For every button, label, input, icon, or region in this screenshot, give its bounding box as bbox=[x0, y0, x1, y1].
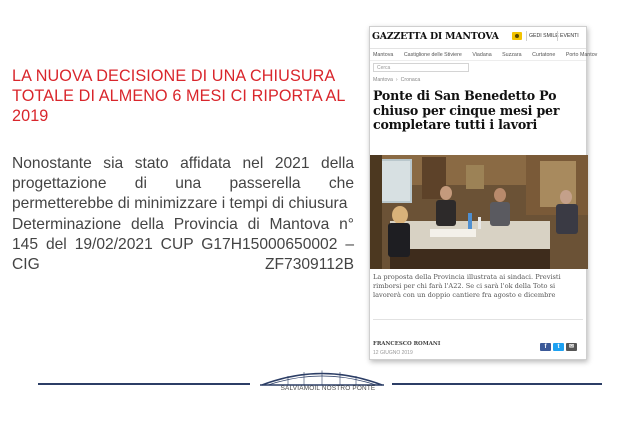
nav-item-viadana[interactable]: Viadana bbox=[472, 52, 492, 58]
breadcrumb-cronaca[interactable]: Cronaca bbox=[400, 77, 421, 83]
article-headline[interactable]: Ponte di San Benedetto Po chiuso per cinque mesi per completare tutti i lavori bbox=[373, 88, 560, 133]
user-login-icon[interactable] bbox=[512, 32, 522, 40]
nav-item-castiglione[interactable]: Castiglione delle Stiviere bbox=[403, 52, 462, 58]
nav-item-curtatone[interactable]: Curtatone bbox=[532, 52, 556, 58]
breadcrumb-mantova[interactable]: Mantova bbox=[373, 77, 393, 83]
article-photo bbox=[370, 155, 588, 269]
slide-title: LA NUOVA DECISIONE DI UNA CHIUSURA TOTALE DI ALMENO 6 MESI CI RIPORTA AL 2019 bbox=[12, 67, 345, 125]
newspaper-clipping bbox=[369, 26, 598, 360]
clipping-header bbox=[370, 27, 586, 49]
footer-logo-text: SALVIAMOIL NOSTRO PONTE bbox=[280, 385, 376, 392]
newspaper-masthead: GAZZETTA DI MANTOVA bbox=[372, 31, 499, 42]
nav-item-suzzara[interactable]: Suzzara bbox=[502, 52, 522, 58]
body-paragraph-1: Nonostante sia stato affidata nel 2021 della progettazione di una passerella che permetterebbe di minimizzare i tempi di chiusura bbox=[12, 155, 354, 213]
gedi-smile-link[interactable]: GEDI SMILE bbox=[526, 31, 561, 41]
article-caption: La proposta della Provincia illustrata ai sindaci. Previsti rimborsi per chi farà l'A22. Se ci sarà l'ok della Toto si lavorerà con un doppio cantiere fra agosto e dicembre bbox=[373, 273, 561, 299]
email-icon[interactable]: ✉ bbox=[566, 343, 577, 351]
nav-item-porto-mantovano[interactable]: Porto Mantov bbox=[565, 52, 598, 58]
slide-body bbox=[12, 154, 354, 275]
section-nav bbox=[370, 49, 598, 61]
nav-item-mantova[interactable]: Mantova bbox=[373, 52, 394, 58]
article-author: FRANCESCO ROMANI bbox=[373, 341, 441, 347]
eventi-link[interactable]: EVENTI bbox=[557, 31, 581, 41]
article-date: 12 GIUGNO 2019 bbox=[373, 350, 413, 356]
search-input[interactable]: Cerca bbox=[373, 63, 469, 72]
breadcrumb-separator-icon: › bbox=[395, 77, 398, 83]
breadcrumb bbox=[373, 77, 586, 83]
footer-line-left bbox=[38, 383, 250, 385]
meeting-room-photo bbox=[370, 155, 588, 269]
twitter-icon[interactable]: t bbox=[553, 343, 564, 351]
footer-line-right bbox=[392, 383, 602, 385]
divider bbox=[373, 319, 583, 320]
body-paragraph-2: Determinazione della Provincia di Mantova n° 145 del 19/02/2021 CUP G17H15000650002 – CIG ZF7309112B bbox=[12, 215, 354, 274]
facebook-icon[interactable]: f bbox=[540, 343, 551, 351]
